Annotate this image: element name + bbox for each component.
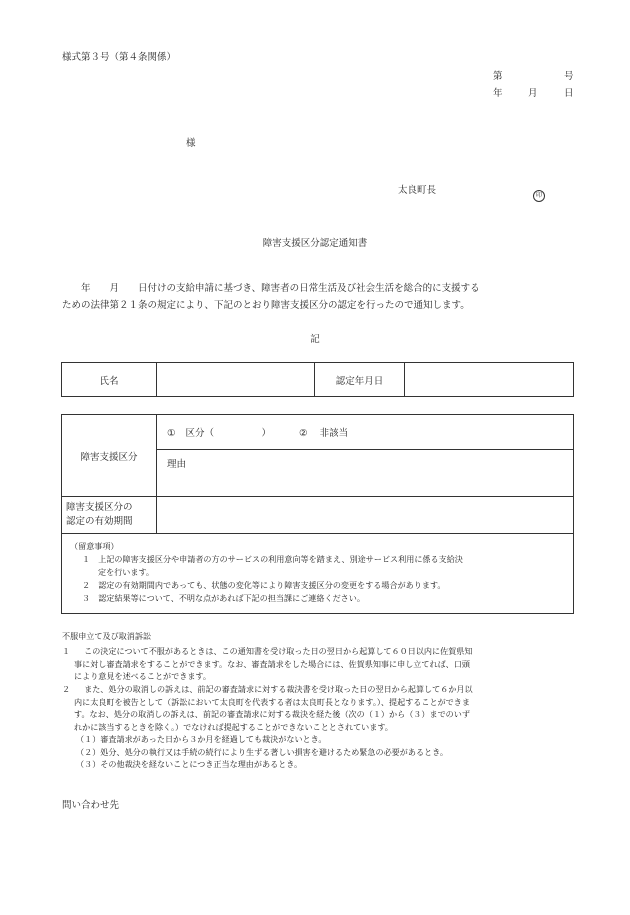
certification-date-label: 認定年月日 [315, 363, 405, 397]
appeal-p2-number: ２ [62, 684, 71, 694]
category-options [157, 415, 574, 450]
date-year: 年 [493, 88, 503, 99]
ki-marker: 記 [310, 334, 320, 345]
name-label: 氏名 [62, 363, 157, 397]
certification-table [61, 414, 574, 614]
issuer-title: 太良町長 [398, 185, 437, 196]
issuer-seal-icon [533, 182, 545, 202]
appeal-p1-line-3: により意見を述べることができます。 [74, 671, 211, 681]
contact-heading: 問い合わせ先 [62, 800, 120, 811]
validity-value [157, 497, 574, 534]
appeal-p1-line-1: この決定について不服があるときは、この通知書を受け取った日の翌日から起算して６０日以内に佐賀県知 [84, 646, 473, 656]
option-1-text: 区分（ ） [185, 428, 272, 439]
validity-label-line-2: 認定の有効期間 [66, 516, 133, 527]
reason-cell [157, 450, 574, 497]
option-2-text: 非該当 [319, 428, 349, 439]
intro-line-1: 年 月 日付けの支給申請に基づき、障害者の日常生活及び社会生活を総合的に支援する [62, 283, 480, 294]
recipient-honorific: 様 [186, 138, 196, 149]
appeal-sub-item-1: （１）審査請求があった日から３か月を経過しても裁決がないとき。 [76, 734, 327, 744]
appeal-p1-number: １ [62, 646, 71, 656]
option-1-number: ① [167, 428, 176, 439]
appeal-sub-item-3: （３）その他裁決を経ないことにつき正当な理由があるとき。 [76, 759, 303, 769]
option-2-number: ② [299, 428, 308, 439]
seal-mark: 印 [533, 190, 545, 202]
appeal-paragraph-1 [62, 645, 578, 683]
certification-date-value [405, 363, 574, 397]
validity-label [62, 497, 157, 534]
note-2: ２ 認定の有効期間内であっても、状態の変化等により障害支援区分の変更をする場合があります。 [82, 580, 446, 590]
note-1-cont: 定を行います。 [98, 567, 155, 577]
date-month: 月 [528, 88, 538, 99]
appeal-paragraph-2 [62, 683, 578, 771]
form-number: 様式第３号（第４条関係） [62, 52, 177, 63]
document-title: 障害支援区分認定通知書 [262, 238, 368, 249]
notes-cell [62, 534, 574, 614]
notes-heading: （留意事項） [70, 541, 119, 551]
appeal-p2-line-3: す。なお、処分の取消しの訴えは、前記の審査請求に対する裁決を経た後（次の（１）から（３）までのいず [74, 709, 470, 719]
validity-label-line-1: 障害支援区分の [66, 502, 133, 513]
intro-line-2: ための法律第２１条の規定により、下記のとおり障害支援区分の認定を行ったので通知します。 [62, 300, 470, 311]
appeal-heading: 不服申立て及び取消訴訟 [62, 631, 152, 641]
name-value [157, 363, 315, 397]
note-1: １ 上記の障害支援区分や申請者の方のサービスの利用意向等を踏まえ、別途サービス利用に係る支給決 [82, 554, 463, 564]
appeal-p2-line-1: また、処分の取消しの訴えは、前記の審査請求に対する裁決書を受け取った日の翌日から起算して６か月以 [84, 684, 473, 694]
note-3: ３ 認定結果等について、不明な点があれば下記の担当課にご連絡ください。 [82, 593, 365, 603]
reason-label: 理由 [167, 459, 187, 470]
doc-no-suffix: 号 [564, 71, 574, 82]
appeal-sub-item-2: （２）処分、処分の執行又は手続の続行により生ずる著しい損害を避けるため緊急の必要があるとき。 [76, 746, 448, 757]
appeal-p1-line-2: 事に対し審査請求をすることができます。なお、審査請求をした場合には、佐賀県知事に申し立てれば、口頭 [74, 658, 470, 669]
category-label: 障害支援区分 [62, 415, 157, 497]
date-day: 日 [564, 88, 574, 99]
appeal-p2-line-2: 内に太良町を被告として（訴訟において太良町を代表する者は太良町長となります。）、提起することができま [74, 696, 470, 707]
doc-no-label: 第 [493, 71, 503, 82]
appeal-p2-line-4: れかに該当するときを除く。）でなければ提起することができないこととされています。 [74, 721, 393, 732]
applicant-table [61, 362, 574, 397]
